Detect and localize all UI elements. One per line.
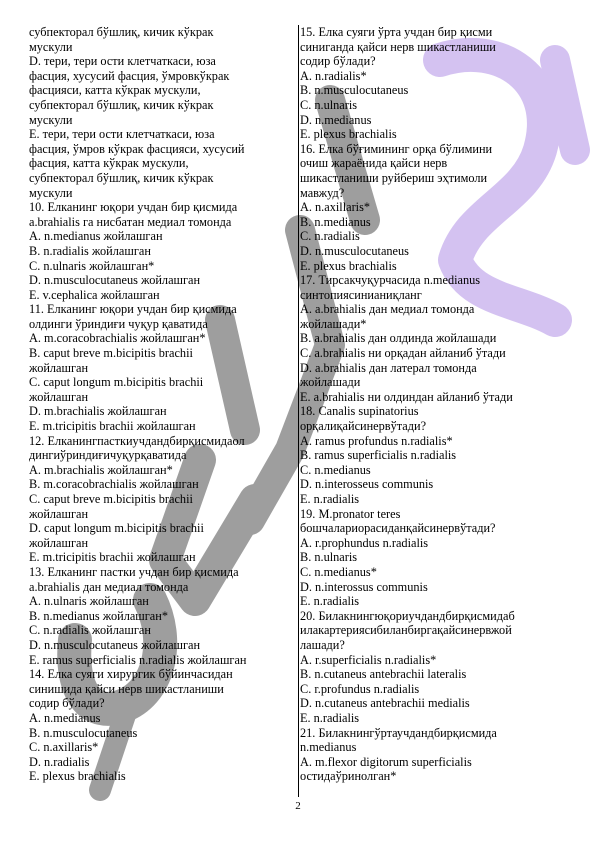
text-line: мускули bbox=[29, 39, 73, 54]
text-line: субпекторал бўшлиқ, кичик кўкрак bbox=[29, 97, 214, 112]
column-divider bbox=[298, 25, 299, 797]
text-line: жойлашган bbox=[29, 389, 89, 404]
text-line: 18. Canalis supinatorius bbox=[300, 404, 419, 419]
right-column bbox=[300, 25, 574, 784]
text-line: 11. Елканинг юқори учдан бир қисмида bbox=[29, 302, 237, 317]
text-line: A. m.brachialis жойлашган* bbox=[29, 462, 173, 477]
text-line: 12. Елканингпасткиучдандбирқисмидаол bbox=[29, 433, 245, 448]
text-line: B. n.ulnaris bbox=[300, 550, 358, 565]
text-line: B. m.coracobrachialis жойлашган bbox=[29, 477, 199, 492]
text-line: B. n.cutaneus antebrachii lateralis bbox=[300, 667, 467, 682]
text-line: жойлашган bbox=[29, 535, 89, 550]
text-line: C. a.brahialis ни орқадан айланиб ўтади bbox=[300, 346, 506, 361]
text-line: 15. Елка суяги ўрта учдан бир қисми bbox=[300, 25, 493, 39]
text-line: A. ramus profundus n.radialis* bbox=[300, 433, 453, 448]
text-line: A. n.ulnaris жойлашган bbox=[29, 594, 149, 609]
text-line: a.brahialis дан медиал томонда bbox=[29, 579, 189, 594]
page-number: 2 bbox=[295, 800, 301, 812]
text-line: содир бўлади? bbox=[300, 54, 376, 69]
text-line: D. n.radialis bbox=[29, 754, 90, 769]
text-line: E. plexus brachialis bbox=[300, 258, 397, 273]
text-line: B. a.brahialis дан олдинда жойлашади bbox=[300, 331, 497, 346]
text-line: n.medianus bbox=[300, 740, 357, 755]
text-line: E. n.radialis bbox=[300, 492, 360, 506]
text-line: B. n.medianus жойлашган* bbox=[29, 608, 168, 623]
text-line: C. caput breve m.bicipitis brachii bbox=[29, 492, 193, 506]
text-line: C. caput longum m.bicipitis brachii bbox=[29, 375, 204, 390]
text-line: B. caput breve m.bicipitis brachii bbox=[29, 346, 193, 361]
text-line: мавжуд? bbox=[300, 185, 345, 200]
text-line: D. caput longum m.bicipitis brachii bbox=[29, 521, 204, 536]
text-line: E. n.radialis bbox=[300, 710, 360, 725]
text-line: шикастланиши руйбериш эҳтимоли bbox=[300, 170, 488, 185]
text-line: C. n.medianus bbox=[300, 462, 371, 477]
text-line: a.brahialis га нисбатан медиал томонда bbox=[29, 214, 232, 229]
text-line: субпекторал бўшлиқ, кичик кўкрак bbox=[29, 170, 214, 185]
text-line: B. ramus superficialis n.radialis bbox=[300, 448, 457, 463]
text-line: A. r.prophundus n.radialis bbox=[300, 535, 429, 550]
text-line: синиганда қайси нерв шикастланиши bbox=[300, 39, 496, 54]
text-line: 13. Елканинг пастки учдан бир қисмида bbox=[29, 564, 239, 579]
text-line: D. n.interossus communis bbox=[300, 579, 428, 594]
text-line: орқалиқайсинервўтади? bbox=[300, 419, 427, 434]
text-line: 14. Елка суяги хирургик бўйинчасидан bbox=[29, 667, 233, 682]
text-line: 16. Елка бўғимининг орқа бўлимини bbox=[300, 141, 493, 156]
text-line: A. m.coracobrachialis жойлашган* bbox=[29, 331, 206, 346]
text-line: синишида қайси нерв шикастланиши bbox=[29, 681, 224, 696]
text-line: 20. Билакнингюқориучдандбирқисмидаб bbox=[300, 608, 515, 623]
text-line: илакартериясибиланбиргақайсинервжой bbox=[300, 623, 512, 638]
text-line: E. plexus brachialis bbox=[300, 127, 397, 142]
text-line: 17. Тирсакчуқурчасида n.medianus bbox=[300, 273, 481, 288]
text-line: A. r.superficialis n.radialis* bbox=[300, 652, 437, 667]
text-line: D. n.musculocutaneus жойлашган bbox=[29, 637, 201, 652]
text-line: C. n.medianus* bbox=[300, 564, 377, 579]
text-line: B. n.medianus bbox=[300, 214, 371, 229]
text-line: мускули bbox=[29, 185, 73, 200]
text-line: дингиўриндиғичуқурқаватида bbox=[29, 448, 187, 463]
text-line: C. n.ulnaris жойлашган* bbox=[29, 258, 155, 273]
text-line: A. m.flexor digitorum superficialis bbox=[300, 754, 472, 769]
text-line: B. n.musculocutaneus bbox=[300, 83, 409, 98]
text-line: C. r.profundus n.radialis bbox=[300, 681, 420, 696]
text-line: жойлашади bbox=[300, 375, 361, 390]
text-line: D. m.brachialis жойлашган bbox=[29, 404, 167, 419]
text-line: B. n.radialis жойлашган bbox=[29, 243, 151, 258]
text-line: A. n.radialis* bbox=[300, 68, 367, 83]
text-line: C. n.radialis bbox=[300, 229, 360, 244]
text-line: субпекторал бўшлиқ, кичик кўкрак bbox=[29, 25, 214, 39]
text-line: синтопиясинианиқланг bbox=[300, 287, 422, 302]
left-column bbox=[29, 25, 297, 784]
text-line: 19. M.pronator teres bbox=[300, 506, 401, 521]
text-line: фасция, хусусий фасция, ўмровкўкрак bbox=[29, 68, 230, 83]
text-line: фасция, ўмров кўкрак фасцияси, хусусий bbox=[29, 141, 245, 156]
text-line: 21. Билакнингўртаучдандбирқисмида bbox=[300, 725, 497, 740]
text-line: жойлашган bbox=[29, 360, 89, 375]
text-line: очиш жараёнида қайси нерв bbox=[300, 156, 448, 171]
text-line: жойлашган bbox=[29, 506, 89, 521]
text-line: E. m.tricipitis brachii жойлашган bbox=[29, 550, 196, 565]
text-line: E. plexus brachialis bbox=[29, 769, 126, 784]
text-line: A. a.brahialis дан медиал томонда bbox=[300, 302, 475, 317]
text-line: E. n.radialis bbox=[300, 594, 360, 609]
text-line: C. n.axillaris* bbox=[29, 740, 99, 755]
text-line: бошчалариорасиданқайсинервўтади? bbox=[300, 521, 496, 536]
text-line: A. n.axillaris* bbox=[300, 200, 371, 215]
text-line: фасция, катта кўкрак мускули, bbox=[29, 156, 189, 171]
text-line: E. тери, тери ости клетчаткаси, юза bbox=[29, 127, 215, 142]
text-line: E. a.brahialis ни олдиндан айланиб ўтади bbox=[300, 389, 513, 404]
text-line: 10. Елканинг юқори учдан бир қисмида bbox=[29, 200, 238, 215]
text-line: A. n.medianus bbox=[29, 710, 101, 725]
text-line: D. a.brahialis дан латерал томонда bbox=[300, 360, 477, 375]
text-line: D. n.musculocutaneus жойлашган bbox=[29, 273, 201, 288]
text-line: мускули bbox=[29, 112, 73, 127]
text-line: жойлашади* bbox=[300, 316, 367, 331]
text-line: олдинги ўриндиғи чуқур қаватида bbox=[29, 316, 208, 331]
text-line: E. m.tricipitis brachii жойлашган bbox=[29, 419, 196, 434]
text-line: E. ramus superficialis n.radialis жойлашган bbox=[29, 652, 247, 667]
text-line: лашади? bbox=[300, 637, 345, 652]
text-line: D. n.interosseus communis bbox=[300, 477, 434, 492]
text-line: C. n.ulnaris bbox=[300, 97, 358, 112]
text-line: содир бўлади? bbox=[29, 696, 105, 711]
text-line: A. n.medianus жойлашган bbox=[29, 229, 163, 244]
text-line: E. v.cephalica жойлашган bbox=[29, 287, 160, 302]
text-line: C. n.radialis жойлашган bbox=[29, 623, 151, 638]
text-line: D. n.medianus bbox=[300, 112, 372, 127]
text-line: B. n.musculocutaneus bbox=[29, 725, 138, 740]
text-line: D. n.musculocutaneus bbox=[300, 243, 409, 258]
text-line: D. тери, тери ости клетчаткаси, юза bbox=[29, 54, 216, 69]
text-line: D. n.cutaneus antebrachii medialis bbox=[300, 696, 470, 711]
text-line: фасцияси, катта кўкрак мускули, bbox=[29, 83, 201, 98]
text-line: остидаўринолган* bbox=[300, 769, 397, 784]
